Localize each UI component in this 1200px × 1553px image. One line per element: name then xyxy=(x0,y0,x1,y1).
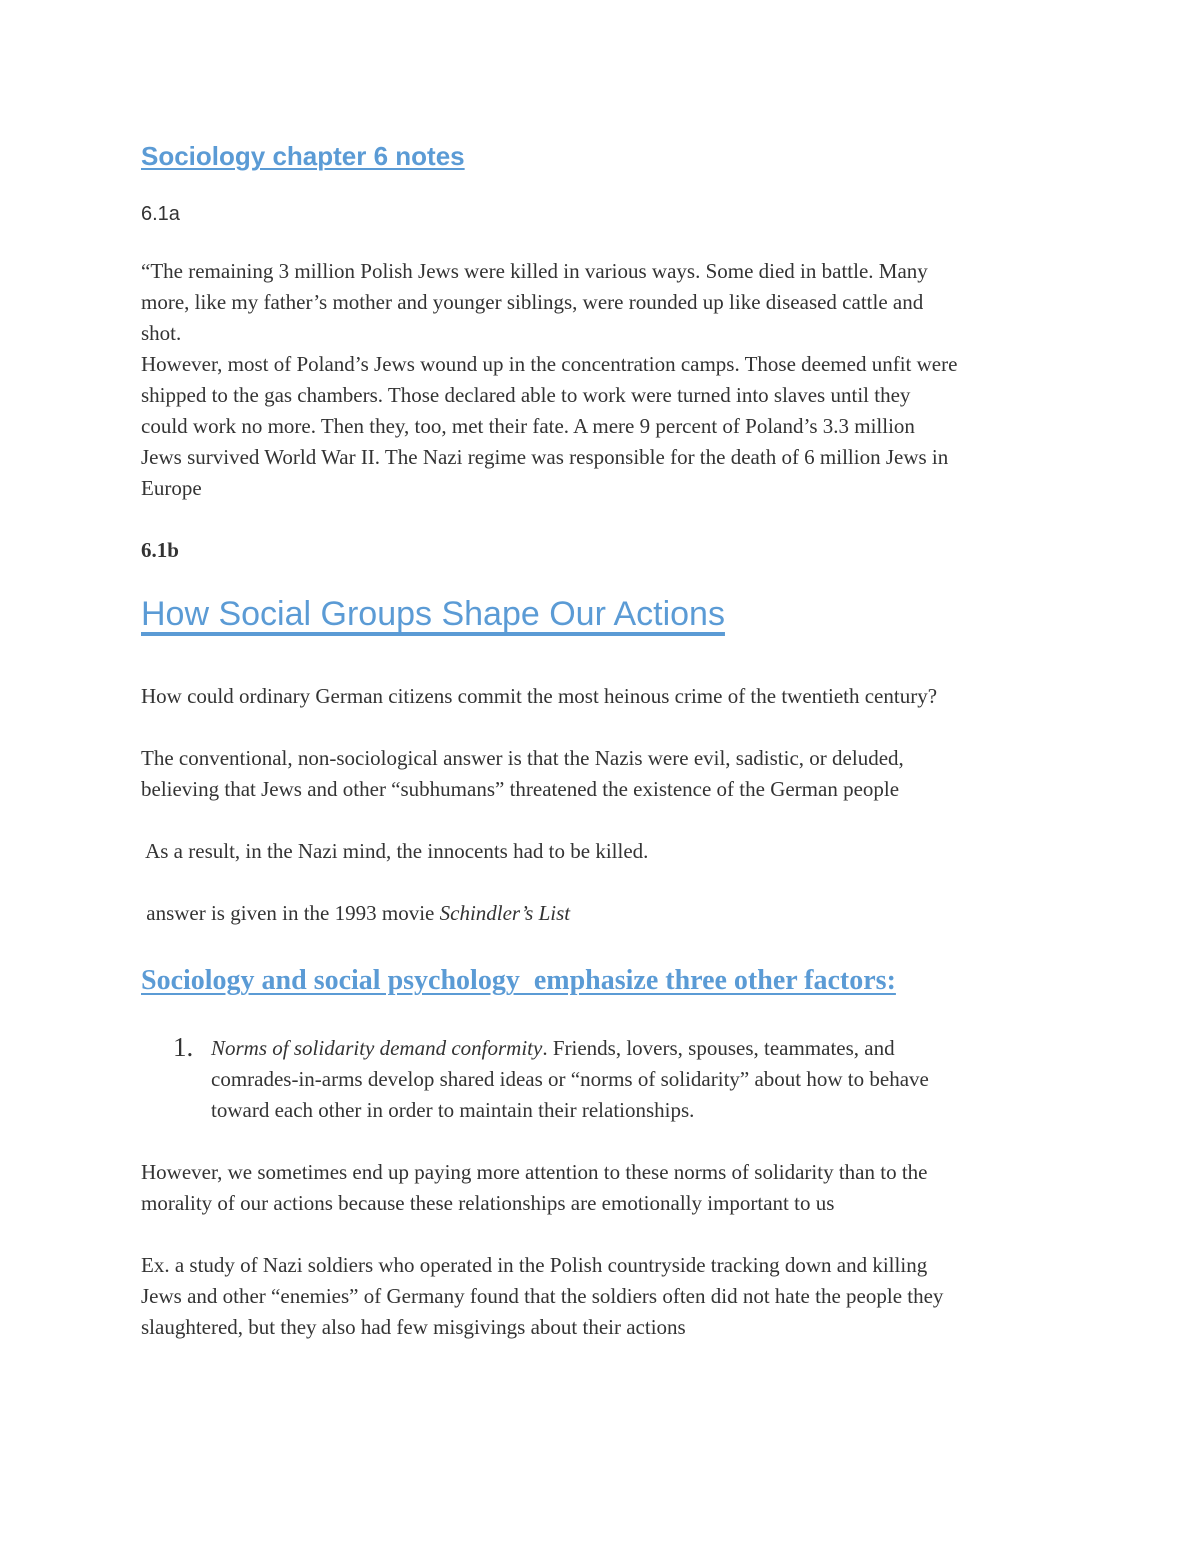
movie-title: Schindler’s List xyxy=(439,901,571,925)
result-paragraph xyxy=(141,836,1066,867)
paragraph-line: The conventional, non-sociological answer is that the Nazis were evil, sadistic, or deluded, xyxy=(141,746,904,770)
paragraph-line: comrades-in-arms develop shared ideas or “norms of solidarity” about how to behave xyxy=(211,1067,929,1091)
paragraph-line: answer is given in the 1993 movie xyxy=(141,901,440,925)
quote-line: more, like my father’s mother and younger siblings, were rounded up like diseased cattle and xyxy=(141,290,924,314)
quote-line: shipped to the gas chambers. Those declared able to work were turned into slaves until they xyxy=(141,383,911,407)
paragraph-line: As a result, in the Nazi mind, the innocents had to be killed. xyxy=(141,839,649,863)
section-label-6-1a: 6.1a xyxy=(141,203,180,225)
quote-line: Jews survived World War II. The Nazi regime was responsible for the death of 6 million Jews in xyxy=(141,445,949,469)
paragraph-line: believing that Jews and other “subhumans” threatened the existence of the German people xyxy=(141,777,900,801)
conventional-answer-paragraph xyxy=(141,743,1066,805)
quote-line: However, most of Poland’s Jews wound up in the concentration camps. Those deemed unfit were xyxy=(141,352,958,376)
paragraph-line: However, we sometimes end up paying more attention to these norms of solidarity than to the xyxy=(141,1160,928,1184)
movie-answer-paragraph xyxy=(141,898,1066,929)
example-paragraph xyxy=(141,1250,1066,1343)
quote-paragraph xyxy=(141,256,1066,504)
list-item-emphasis: Norms of solidarity demand conformity xyxy=(211,1036,543,1060)
list-item-1 xyxy=(141,1033,1066,1126)
quote-line: shot. xyxy=(141,321,182,345)
paragraph-line: toward each other in order to maintain their relationships. xyxy=(211,1098,695,1122)
paragraph-line: slaughtered, but they also had few misgivings about their actions xyxy=(141,1315,686,1339)
section-heading-social-groups: How Social Groups Shape Our Actions xyxy=(141,595,725,633)
paragraph-line: morality of our actions because these relationships are emotionally important to us xyxy=(141,1191,835,1215)
quote-line: could work no more. Then they, too, met their fate. A mere 9 percent of Poland’s 3.3 million xyxy=(141,414,915,438)
however-paragraph xyxy=(141,1157,1066,1219)
section-heading-three-factors: Sociology and social psychology emphasize three other factors: xyxy=(141,965,896,996)
quote-line: “The remaining 3 million Polish Jews were killed in various ways. Some died in battle. Many xyxy=(141,259,928,283)
question-paragraph: How could ordinary German citizens commit the most heinous crime of the twentieth century? xyxy=(141,684,938,708)
document-page xyxy=(141,138,1066,1374)
list-number: 1. xyxy=(173,1032,194,1062)
document-title: Sociology chapter 6 notes xyxy=(141,141,465,171)
paragraph-line: Ex. a study of Nazi soldiers who operated in the Polish countryside tracking down and killing xyxy=(141,1253,928,1277)
paragraph-line: Jews and other “enemies” of Germany found that the soldiers often did not hate the people they xyxy=(141,1284,944,1308)
quote-line: Europe xyxy=(141,476,202,500)
paragraph-line: . Friends, lovers, spouses, teammates, and xyxy=(542,1036,895,1060)
section-label-6-1b: 6.1b xyxy=(141,538,179,562)
